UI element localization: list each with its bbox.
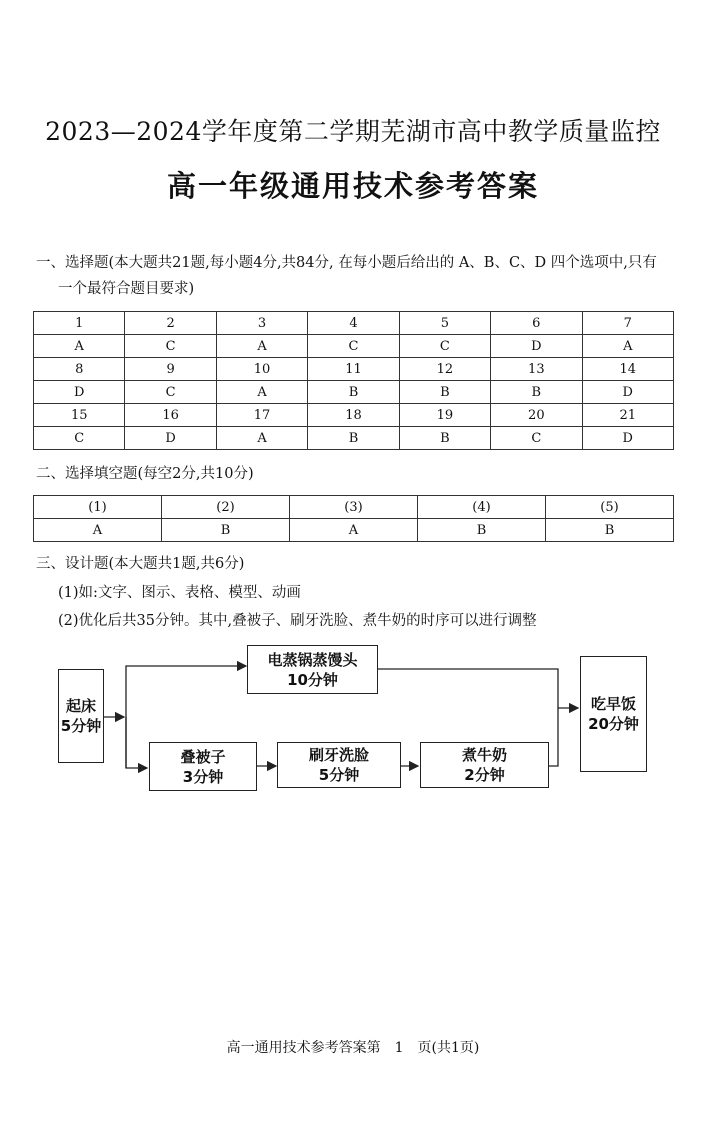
section3-item2: (2)优化后共35分钟。其中,叠被子、刷牙洗脸、煮牛奶的时序可以进行调整	[58, 613, 537, 629]
answer-cell: B	[491, 381, 582, 404]
answer-cell: B	[418, 519, 546, 542]
document-title: 2023—2024学年度第二学期芜湖市高中教学质量监控	[45, 117, 661, 146]
answer-cell: D	[582, 427, 673, 450]
answer-cell: C	[491, 427, 582, 450]
question-number: 15	[34, 404, 125, 427]
flow-step-time: 5分钟	[60, 717, 102, 735]
question-number: 14	[582, 358, 673, 381]
answer-cell: C	[399, 335, 490, 358]
flow-step-time: 20分钟	[588, 715, 639, 733]
question-number: 20	[491, 404, 582, 427]
question-number: 1	[34, 312, 125, 335]
answer-cell: D	[125, 427, 216, 450]
answer-cell: C	[308, 335, 399, 358]
answer-cell: B	[546, 519, 674, 542]
answer-cell: A	[582, 335, 673, 358]
flow-step-time: 3分钟	[182, 767, 224, 786]
answer-cell: B	[308, 381, 399, 404]
answer-cell: A	[216, 427, 307, 450]
answer-cell: B	[162, 519, 290, 542]
answer-cell: A	[34, 335, 125, 358]
blank-number: (1)	[34, 496, 162, 519]
blank-number: (5)	[546, 496, 674, 519]
question-number: 9	[125, 358, 216, 381]
question-number: 18	[308, 404, 399, 427]
answer-cell: B	[308, 427, 399, 450]
question-number: 8	[34, 358, 125, 381]
flow-step-name: 电蒸锅蒸馒头	[267, 650, 358, 669]
flow-step-steam-buns	[247, 645, 378, 694]
blank-number: (4)	[418, 496, 546, 519]
flow-step-name: 叠被子	[180, 747, 226, 766]
question-number: 5	[399, 312, 490, 335]
answer-cell: A	[290, 519, 418, 542]
section1-heading: 一、选择题(本大题共21题,每小题4分,共84分, 在每小题后给出的 A、B、C、D 四个选项中,只有	[36, 255, 657, 271]
question-number: 7	[582, 312, 673, 335]
question-number: 4	[308, 312, 399, 335]
question-number: 13	[491, 358, 582, 381]
page-footer: 高一通用技术参考答案第 1 页(共1页)	[226, 1040, 480, 1056]
question-number: 17	[216, 404, 307, 427]
question-number: 2	[125, 312, 216, 335]
blank-number: (3)	[290, 496, 418, 519]
answer-cell: A	[34, 519, 162, 542]
section3-item1: (1)如:文字、图示、表格、模型、动画	[58, 585, 301, 601]
answer-cell: B	[399, 427, 490, 450]
answer-cell: D	[34, 381, 125, 404]
flow-step-fold-quilt	[149, 742, 257, 791]
answer-cell: A	[216, 381, 307, 404]
question-number: 11	[308, 358, 399, 381]
flow-step-time: 5分钟	[318, 766, 360, 784]
question-number: 10	[216, 358, 307, 381]
blank-number: (2)	[162, 496, 290, 519]
flow-step-time: 10分钟	[287, 670, 338, 689]
answer-cell: D	[582, 381, 673, 404]
question-number: 3	[216, 312, 307, 335]
question-number: 6	[491, 312, 582, 335]
section2-heading: 二、选择填空题(每空2分,共10分)	[36, 466, 254, 482]
flow-step-breakfast	[580, 656, 647, 772]
flow-step-name: 刷牙洗脸	[308, 746, 369, 764]
document-subtitle: 高一年级通用技术参考答案	[166, 169, 539, 203]
answer-cell: C	[125, 335, 216, 358]
section1-heading-cont: 一个最符合题目要求)	[58, 281, 195, 297]
flow-step-boil-milk	[420, 742, 549, 788]
question-number: 21	[582, 404, 673, 427]
question-number: 19	[399, 404, 490, 427]
question-number: 12	[399, 358, 490, 381]
answer-cell: C	[34, 427, 125, 450]
section3-heading: 三、设计题(本大题共1题,共6分)	[36, 556, 245, 572]
answer-cell: A	[216, 335, 307, 358]
flow-step-wake-up	[58, 669, 104, 763]
flow-step-time: 2分钟	[464, 766, 505, 784]
answer-cell: D	[491, 335, 582, 358]
flow-step-name: 吃早饭	[590, 695, 636, 713]
answer-cell: C	[125, 381, 216, 404]
flow-step-brush-teeth	[277, 742, 401, 788]
flow-step-name: 煮牛奶	[461, 746, 507, 764]
answer-cell: B	[399, 381, 490, 404]
question-number: 16	[125, 404, 216, 427]
flow-step-name: 起床	[65, 697, 96, 715]
